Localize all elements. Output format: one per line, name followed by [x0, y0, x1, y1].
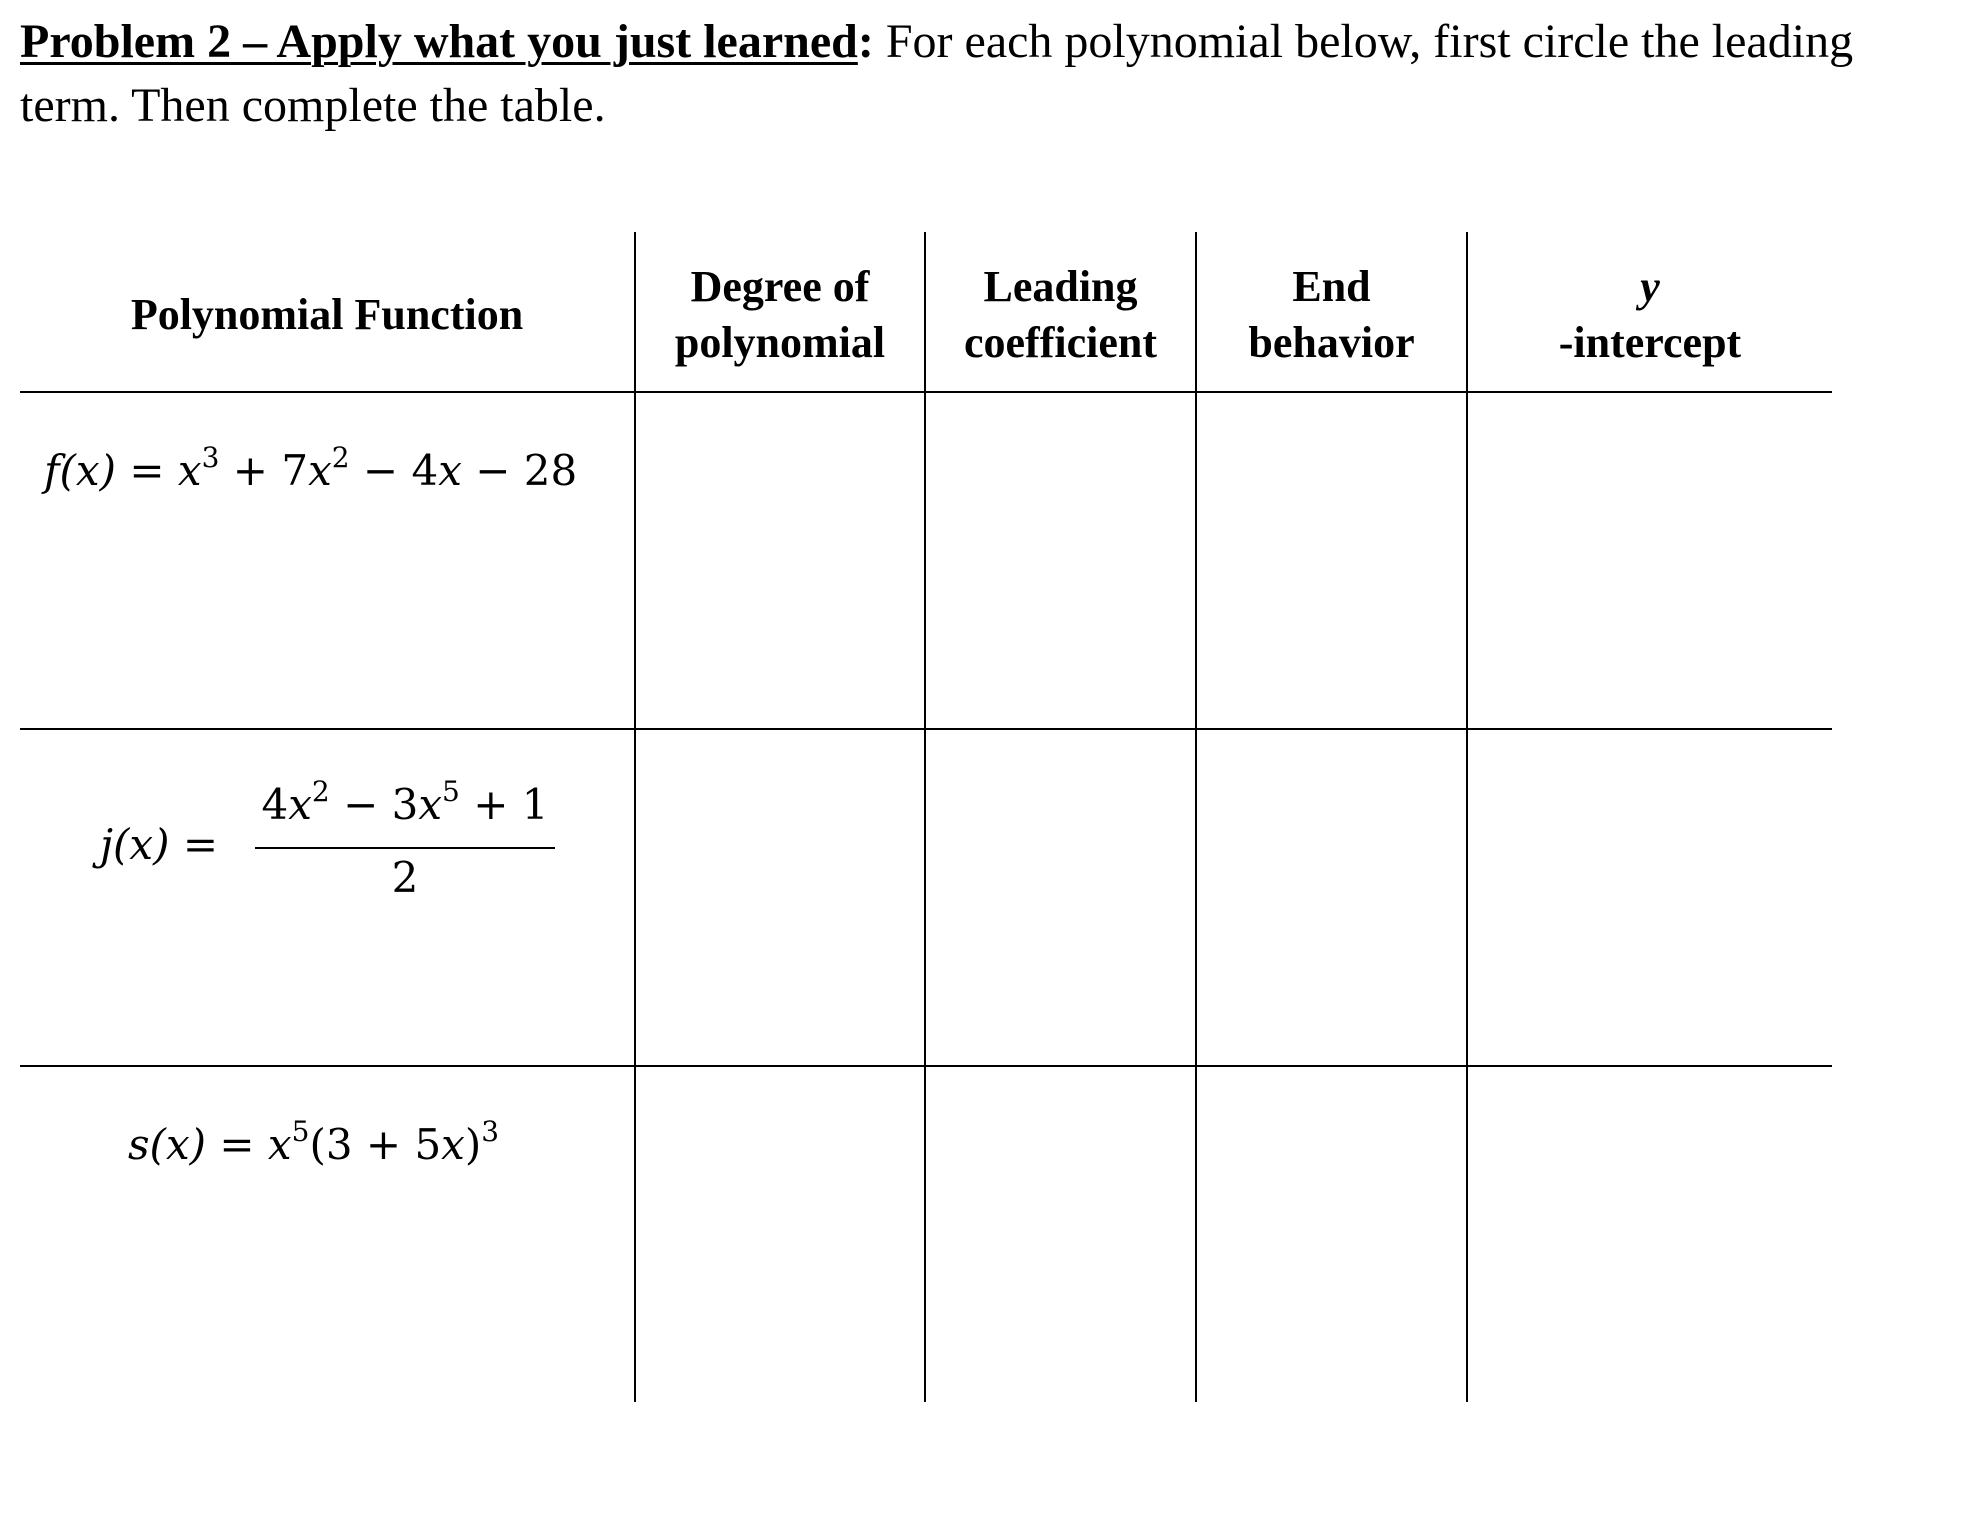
function-s-lhs: s(x) [128, 1120, 207, 1169]
answer-cell-s-degree[interactable] [636, 1067, 924, 1402]
problem-instruction-line1: For each polynomial below, first circle the leading [873, 15, 1854, 68]
function-s-expression [128, 1115, 500, 1169]
header-y-intercept-rest: -intercept [1558, 318, 1742, 367]
function-f-term1-var: x [177, 446, 202, 495]
function-f-term2-var: x [308, 446, 332, 495]
function-f-op2: − 4 [349, 446, 439, 495]
header-leading-line2: coefficient [964, 318, 1157, 367]
answer-cell-f-end-behavior[interactable] [1197, 393, 1466, 728]
function-s-inner-close: ) [464, 1120, 482, 1169]
answer-cell-j-y-intercept[interactable] [1468, 730, 1832, 1065]
header-end-line2: behavior [1248, 318, 1415, 367]
problem-title-colon: : [857, 15, 874, 68]
header-degree [636, 240, 924, 390]
function-j-lhs: j(x) [100, 820, 170, 869]
header-y-intercept [1468, 240, 1832, 390]
function-s-term1-exp: 5 [291, 1115, 310, 1148]
function-f-lhs: f(x) [44, 446, 117, 495]
header-polynomial-function-label: Polynomial Function [130, 290, 524, 339]
header-y-intercept-var: y [1640, 262, 1660, 311]
function-f-term3-var: x [438, 446, 462, 495]
answer-cell-f-leading-coefficient[interactable] [926, 393, 1195, 728]
answer-cell-s-leading-coefficient[interactable] [926, 1067, 1195, 1402]
header-end-line1: End [1292, 262, 1371, 311]
header-polynomial-function [20, 240, 634, 390]
function-s-outer-exp: 3 [481, 1115, 500, 1148]
function-j-num-var-a: x [288, 780, 312, 829]
function-f-term2-exp: 2 [331, 441, 350, 474]
function-s-inner-var: x [441, 1120, 465, 1169]
function-j-num-op: − 3 [329, 780, 419, 829]
function-f-equals: = [116, 446, 178, 495]
header-leading-line1: Leading [983, 262, 1138, 311]
header-leading-coefficient [926, 240, 1195, 390]
function-s-term1-var: x [267, 1120, 292, 1169]
function-j-num-var-b: x [418, 780, 443, 829]
function-f-term1-exp: 3 [201, 441, 220, 474]
header-end-behavior [1197, 240, 1466, 390]
function-s-inner-open: (3 + 5 [309, 1120, 442, 1169]
problem-intro [20, 10, 1920, 138]
function-j-equals: = [169, 820, 219, 869]
answer-cell-j-leading-coefficient[interactable] [926, 730, 1195, 1065]
answer-cell-f-degree[interactable] [636, 393, 924, 728]
function-f-op1: + 7 [219, 446, 309, 495]
function-f-expression [44, 441, 578, 495]
function-s-equals: = [206, 1120, 268, 1169]
function-j-numerator [255, 775, 555, 829]
header-degree-line1: Degree of [690, 262, 870, 311]
function-f-op3: − 28 [461, 446, 578, 495]
answer-cell-f-y-intercept[interactable] [1468, 393, 1832, 728]
answer-cell-s-end-behavior[interactable] [1197, 1067, 1466, 1402]
function-j-num-exp-a: 2 [311, 775, 330, 808]
answer-cell-j-degree[interactable] [636, 730, 924, 1065]
function-j-num-coef-a: 4 [261, 780, 289, 829]
function-j-num-exp-b: 5 [442, 775, 460, 808]
function-j-num-const: + 1 [459, 780, 549, 829]
function-j-lhs-group [100, 820, 218, 869]
problem-instruction-line2: term. Then complete the table. [20, 79, 606, 132]
answer-cell-s-y-intercept[interactable] [1468, 1067, 1832, 1402]
header-degree-line2: polynomial [674, 318, 886, 367]
function-j-denominator: 2 [391, 853, 419, 902]
function-j-fraction-bar [255, 847, 555, 849]
problem-title: Problem 2 – Apply what you just learned [20, 15, 858, 68]
answer-cell-j-end-behavior[interactable] [1197, 730, 1466, 1065]
